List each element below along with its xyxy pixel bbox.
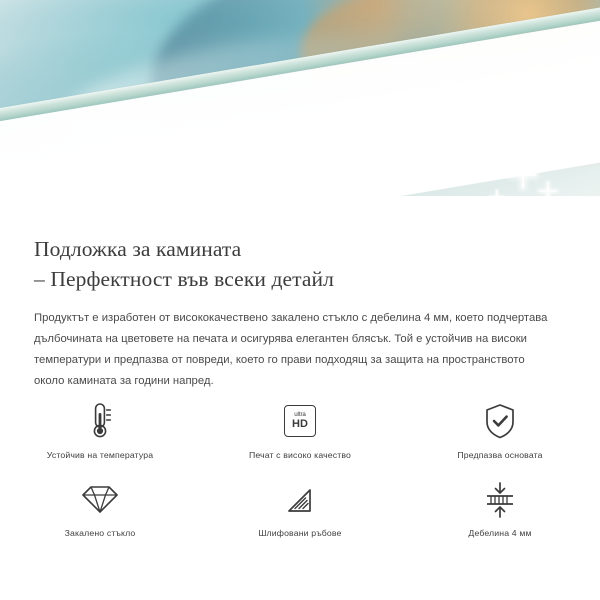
- title-line-2: – Перфектност във всеки детайл: [34, 267, 334, 291]
- hero-product-image: [0, 0, 600, 222]
- feature-label: Дебелина 4 мм: [468, 528, 532, 538]
- feature-label: Закалено стъкло: [64, 528, 136, 538]
- panel-base-shadow: [0, 196, 600, 222]
- ultra-hd-badge-top: ultra: [294, 410, 306, 418]
- shield-check-icon: [482, 400, 518, 442]
- feature-temperature-resistant: [0, 400, 200, 460]
- ultra-hd-icon: [284, 400, 316, 442]
- description-paragraph: Продуктът е изработен от висококачествено закалено стъкло с дебелина 4 мм, което подчертава дълбочината на цветовете на печата и осигурява елегантен блясък. Той е устойчив на високи температури и предпазва от повреди, което го прави подходящ за защита на пространството около камината за години напред.: [34, 312, 548, 387]
- thickness-arrows-icon: [481, 478, 519, 520]
- diamond-icon: [81, 478, 119, 520]
- feature-thickness: [400, 478, 600, 538]
- title-line-1: Подложка за камината: [34, 237, 242, 261]
- feature-tempered-glass: [0, 478, 200, 538]
- ultra-hd-badge-bottom: HD: [292, 418, 308, 431]
- feature-grid: [0, 400, 600, 556]
- feature-label: Устойчив на температура: [46, 450, 154, 460]
- feature-protects-surface: [400, 400, 600, 460]
- page-title: [0, 222, 600, 294]
- feature-label: Печат с високо качество: [248, 450, 352, 460]
- polished-edges-icon: [281, 478, 319, 520]
- feature-high-quality-print: [200, 400, 400, 460]
- thermometer-icon: [83, 400, 117, 442]
- feature-label: Шлифовани ръбове: [258, 528, 342, 538]
- description-content: [0, 222, 600, 392]
- feature-label: Предпазва основата: [457, 450, 543, 460]
- feature-polished-edges: [200, 478, 400, 538]
